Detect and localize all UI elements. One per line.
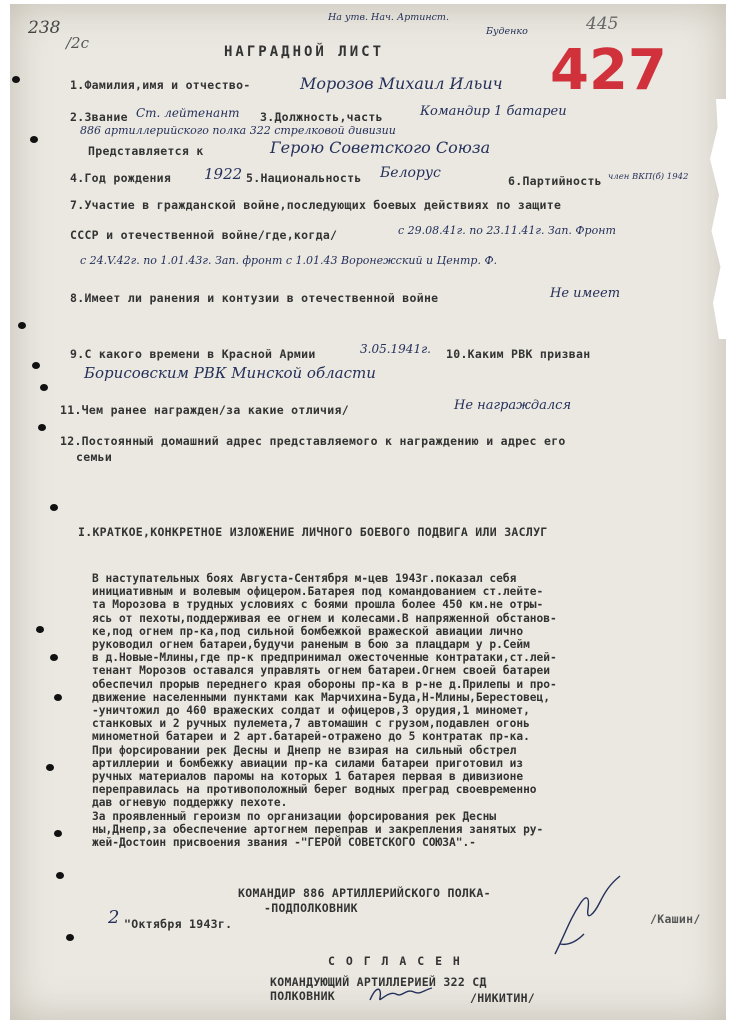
- field-4-label: 4.Год рождения: [70, 171, 172, 185]
- field-11-label: 11.Чем ранее награжден/за какие отличия/: [60, 403, 349, 417]
- date-rest: "Октября 1943г.: [124, 917, 233, 931]
- field-1-value: Морозов Михаил Ильич: [300, 74, 503, 93]
- ink-blot: [46, 764, 54, 771]
- citation-line: ясь от пехоты,поддерживая ее огнем и колесами.В напряженной обстанов-: [92, 611, 557, 625]
- document-title: НАГРАДНОЙ ЛИСТ: [224, 44, 385, 60]
- citation-line: тенант Морозов оставался управлять огнем батареи.Огнем своей батареи: [92, 664, 551, 678]
- field-5-label: 5.Национальность: [246, 171, 362, 185]
- ink-blot: [50, 654, 58, 661]
- field-9-value: 3.05.1941г.: [360, 342, 431, 356]
- field-2-label: 2.Звание: [70, 110, 128, 124]
- citation-line: За проявленный героизм по организации форсирования рек Десны: [92, 809, 497, 823]
- agree-title: С О Г Л А С Е Н: [328, 954, 462, 968]
- agree-name: /НИКИТИН/: [470, 991, 536, 1005]
- award-sheet: [10, 4, 726, 1020]
- field-3-value: Командир 1 батареи: [420, 104, 567, 119]
- field-12-label-2: семьи: [76, 450, 113, 464]
- field-6-value: член ВКП(б) 1942: [608, 172, 689, 182]
- field-12-label: 12.Постоянный домашний адрес представляемого к награждению и адрес его: [60, 434, 566, 448]
- agree-line-2: ПОЛКОВНИК: [270, 989, 336, 1003]
- ink-blot: [36, 626, 44, 633]
- citation-line: -уничтожил до 460 вражеских солдат и офицеров,3 орудия,1 миномет,: [92, 704, 530, 718]
- citation-line: ны,Днепр,за обеспечение артогнем переправ и закрепления занятых ру-: [92, 822, 544, 836]
- ink-blot: [56, 872, 64, 879]
- date-day: 2: [108, 907, 120, 928]
- citation-line: ке,под огнем пр-ка,под сильной бомбежкой вражеской авиации лично: [92, 624, 524, 638]
- field-3-label: 3.Должность,часть: [260, 110, 383, 124]
- ink-blot: [38, 424, 46, 431]
- citation-line: в д.Новые-Млины,где пр-к предпринимал ожесточенные контратаки,ст.лей-: [92, 651, 557, 665]
- field-8-value: Не имеет: [550, 286, 621, 301]
- commander-name: /Кашин/: [650, 912, 701, 926]
- pencil-number: 445: [586, 14, 619, 34]
- ink-blot: [50, 504, 58, 511]
- field-5-value: Белорус: [380, 165, 441, 181]
- citation-line: обеспечил прорыв переднего края обороны пр-ка в р-не д.Прилепы и про-: [92, 677, 557, 691]
- agree-line-1: КОМАНДУЮЩИЙ АРТИЛЛЕРИЕЙ 322 СД: [270, 975, 487, 989]
- field-2-value: Ст. лейтенант: [136, 106, 240, 120]
- field-7-value-1: с 29.08.41г. по 23.11.41г. Зап. Фронт: [398, 224, 616, 237]
- citation-line: минометной батареи и 2 арт.батарей-отражено до 5 контратак пр-ка.: [92, 730, 530, 744]
- field-9-label: 9.С какого времени в Красной Армии: [70, 347, 316, 361]
- field-7-value-2: с 24.V.42г. по 1.01.43г. Зап. фронт с 1.01.43 Воронежский и Центр. Ф.: [80, 254, 498, 267]
- ink-blot: [18, 322, 26, 329]
- corner-mark: /2с: [66, 34, 89, 52]
- citation-line: та Морозова в трудных условиях с боями прошла более 450 км.не отры-: [92, 598, 544, 612]
- citation-line: ручных материалов паромы на которых 1 батарея первая в дивизионе: [92, 770, 524, 784]
- citation-line: движение населенными пунктами как Марчихина-Буда,Н-Млины,Берестовец,: [92, 690, 551, 704]
- field-10-label: 10.Каким РВК призван: [446, 347, 591, 361]
- citation-line: переправилась на противоположный берег водных преград своевременно: [92, 783, 537, 797]
- field-8-label: 8.Имеет ли ранения и контузии в отечественной войне: [70, 291, 439, 305]
- top-note-signature: Буденко: [486, 26, 528, 37]
- page-number: 238: [28, 18, 61, 38]
- citation-line: дав огневую поддержку пехоте.: [92, 796, 288, 810]
- present-label: Представляется к: [88, 144, 204, 158]
- ink-blot: [30, 136, 38, 143]
- commander-title-1: КОМАНДИР 886 АРТИЛЛЕРИЙСКОГО ПОЛКА-: [238, 886, 491, 900]
- ink-blot: [54, 830, 62, 837]
- field-1-label: 1.Фамилия,имя и отчество-: [70, 78, 251, 92]
- ink-blot: [66, 934, 74, 941]
- citation-line: станковых и 2 ручных пулемета,7 автомашин с грузом,подавлен огонь: [92, 717, 530, 731]
- field-4-value: 1922: [204, 165, 243, 183]
- present-value: Герою Советского Союза: [270, 138, 491, 157]
- citation-line: жей-Достоин присвоения звания -"ГЕРОЙ СОВЕТСКОГО СОЮЗА".-: [92, 836, 476, 850]
- field-7-label-2: СССР и отечественной войне/где,когда/: [70, 228, 338, 242]
- field-11-value: Не награждался: [454, 398, 572, 413]
- citation-line: При форсировании рек Десны и Днепр не взирая на сильный обстрел: [92, 743, 517, 757]
- citation-line: инициативным и волевым офицером.Батарея под командованием ст.лейте-: [92, 585, 544, 599]
- colonel-signature: [366, 980, 436, 1008]
- commander-signature: [550, 864, 640, 964]
- citation-line: руководил огнем батареи,будучи раненым в бою за плацдарм у р.Сейм: [92, 638, 530, 652]
- citation-text: [92, 572, 557, 849]
- section-title: I.КРАТКОЕ,КОНКРЕТНОЕ ИЗЛОЖЕНИЕ ЛИЧНОГО БОЕВОГО ПОДВИГА ИЛИ ЗАСЛУГ: [78, 525, 548, 539]
- citation-line: В наступательных боях Августа-Сентября м-цев 1943г.показал себя: [92, 572, 517, 585]
- field-6-label: 6.Партийность: [508, 174, 602, 188]
- ink-blot: [12, 76, 20, 83]
- ink-blot: [40, 384, 48, 391]
- red-archive-number: 427: [550, 38, 667, 103]
- field-7-label-1: 7.Участие в гражданской войне,последующих боевых действиях по защите: [70, 198, 562, 212]
- field-10-value: Борисовским РВК Минской области: [84, 364, 376, 382]
- top-note: На утв. Нач. Артинст.: [328, 12, 449, 23]
- torn-edge: [704, 99, 726, 339]
- ink-blot: [54, 694, 62, 701]
- citation-line: артиллерии и бомбежку авиации пр-ка силами батареи приготовил из: [92, 756, 524, 770]
- ink-blot: [32, 362, 40, 369]
- commander-title-2: -ПОДПОЛКОВНИК: [264, 901, 358, 915]
- field-3-value-unit: 886 артиллерийского полка 322 стрелковой дивизии: [80, 124, 396, 137]
